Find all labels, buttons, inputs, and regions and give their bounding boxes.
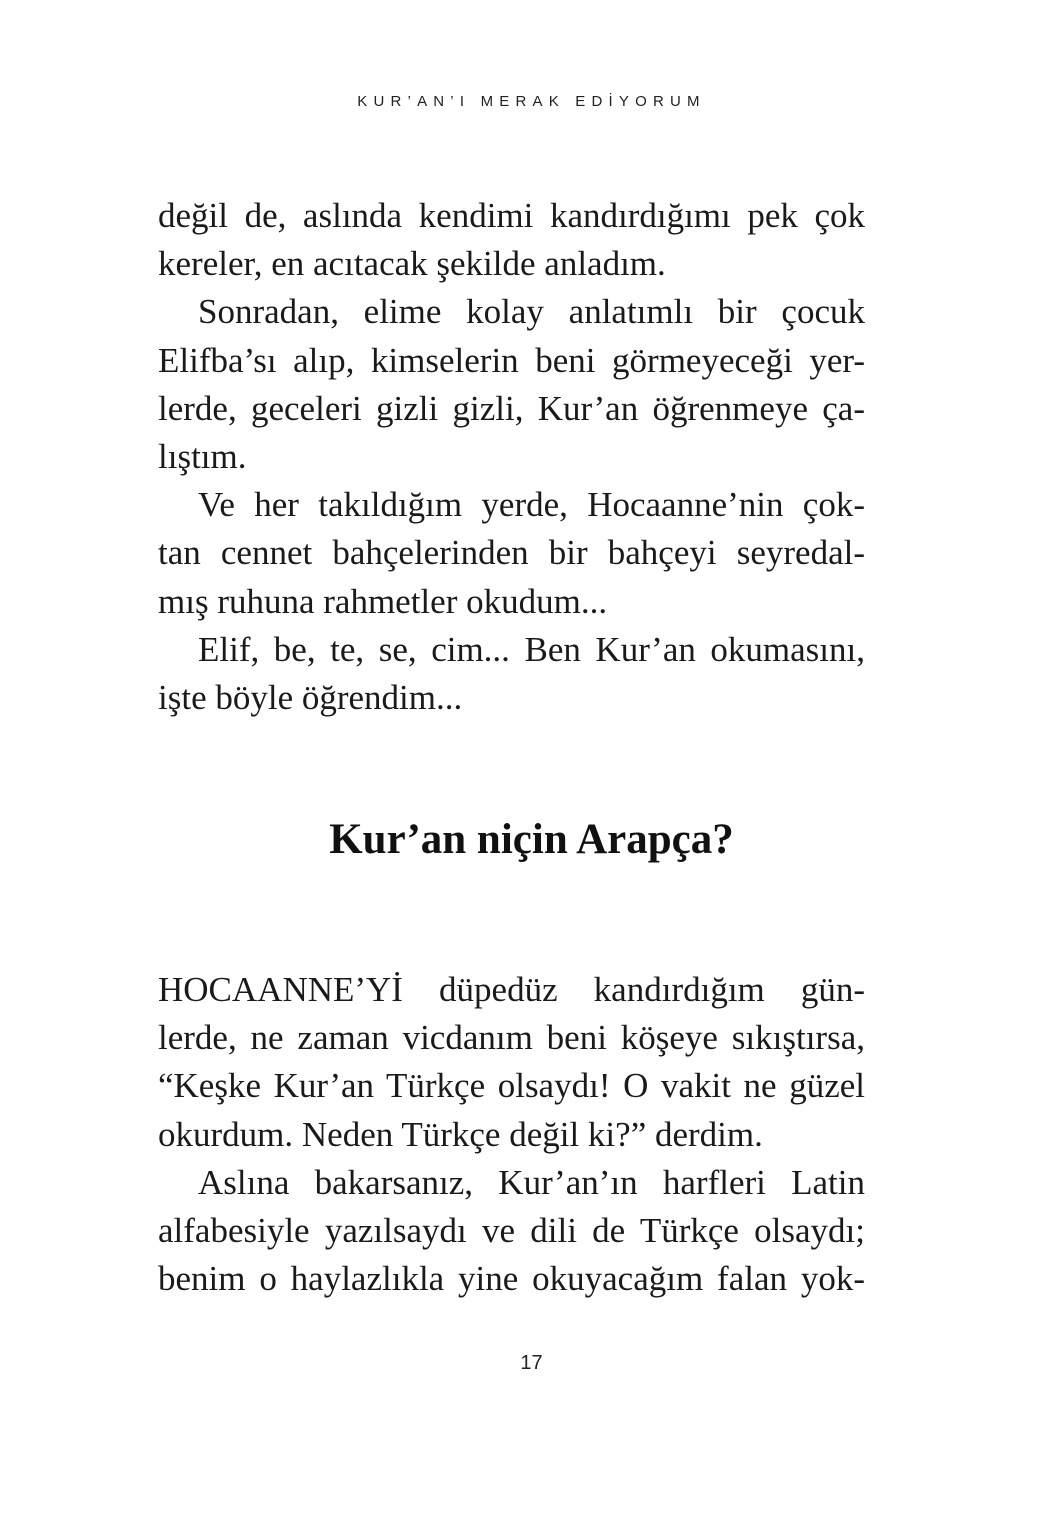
section-heading: Kur’an niçin Arapça? bbox=[329, 816, 734, 863]
text-line: Elif, be, te, se, cim... Ben Kur’an okumasını, bbox=[198, 629, 865, 669]
body-text-section-1 bbox=[158, 192, 865, 722]
page-number: 17 bbox=[520, 1352, 543, 1374]
text-line: Ve her takıldığım yerde, Hocaanne’nin çok- bbox=[198, 485, 865, 525]
text-line: okurdum. Neden Türkçe değil ki?” derdim. bbox=[158, 1114, 763, 1154]
text-line: HOCAANNE’Yİ düpedüz kandırdığım gün- bbox=[158, 970, 865, 1009]
text-line: lerde, geceleri gizli gizli, Kur’an öğrenmeye ça- bbox=[158, 388, 865, 428]
paragraph bbox=[158, 626, 865, 722]
text-line: Sonradan, elime kolay anlatımlı bir çocuk bbox=[198, 292, 865, 332]
text-line: kereler, en acıtacak şekilde anladım. bbox=[158, 244, 666, 284]
text-line: alfabesiyle yazılsaydı ve dili de Türkçe olsaydı; bbox=[158, 1211, 865, 1251]
text-line: “Keşke Kur’an Türkçe olsaydı! O vakit ne güzel bbox=[158, 1066, 865, 1106]
paragraph bbox=[158, 192, 865, 288]
paragraph bbox=[158, 966, 865, 1159]
text-line: mış ruhuna rahmetler okudum... bbox=[158, 581, 608, 621]
paragraph bbox=[158, 288, 865, 481]
paragraph bbox=[158, 1159, 865, 1304]
paragraph bbox=[158, 481, 865, 626]
text-line: lıştım. bbox=[158, 437, 247, 477]
text-line: benim o haylazlıkla yine okuyacağım falan yok- bbox=[158, 1259, 865, 1299]
text-line: Elifba’sı alıp, kimselerin beni görmeyeceği yer- bbox=[158, 340, 865, 380]
text-line: işte böyle öğrendim... bbox=[158, 678, 463, 718]
text-line: tan cennet bahçelerinden bir bahçeyi seyredal- bbox=[158, 533, 865, 573]
text-line: değil de, aslında kendimi kandırdığımı pek çok bbox=[158, 196, 865, 235]
text-line: Aslına bakarsanız, Kur’an’ın harfleri Latin bbox=[198, 1162, 865, 1202]
running-header: KUR’AN’I MERAK EDİYORUM bbox=[357, 93, 706, 110]
body-text-section-2 bbox=[158, 966, 865, 1303]
text-line: lerde, ne zaman vicdanım beni köşeye sıkıştırsa, bbox=[158, 1018, 865, 1058]
